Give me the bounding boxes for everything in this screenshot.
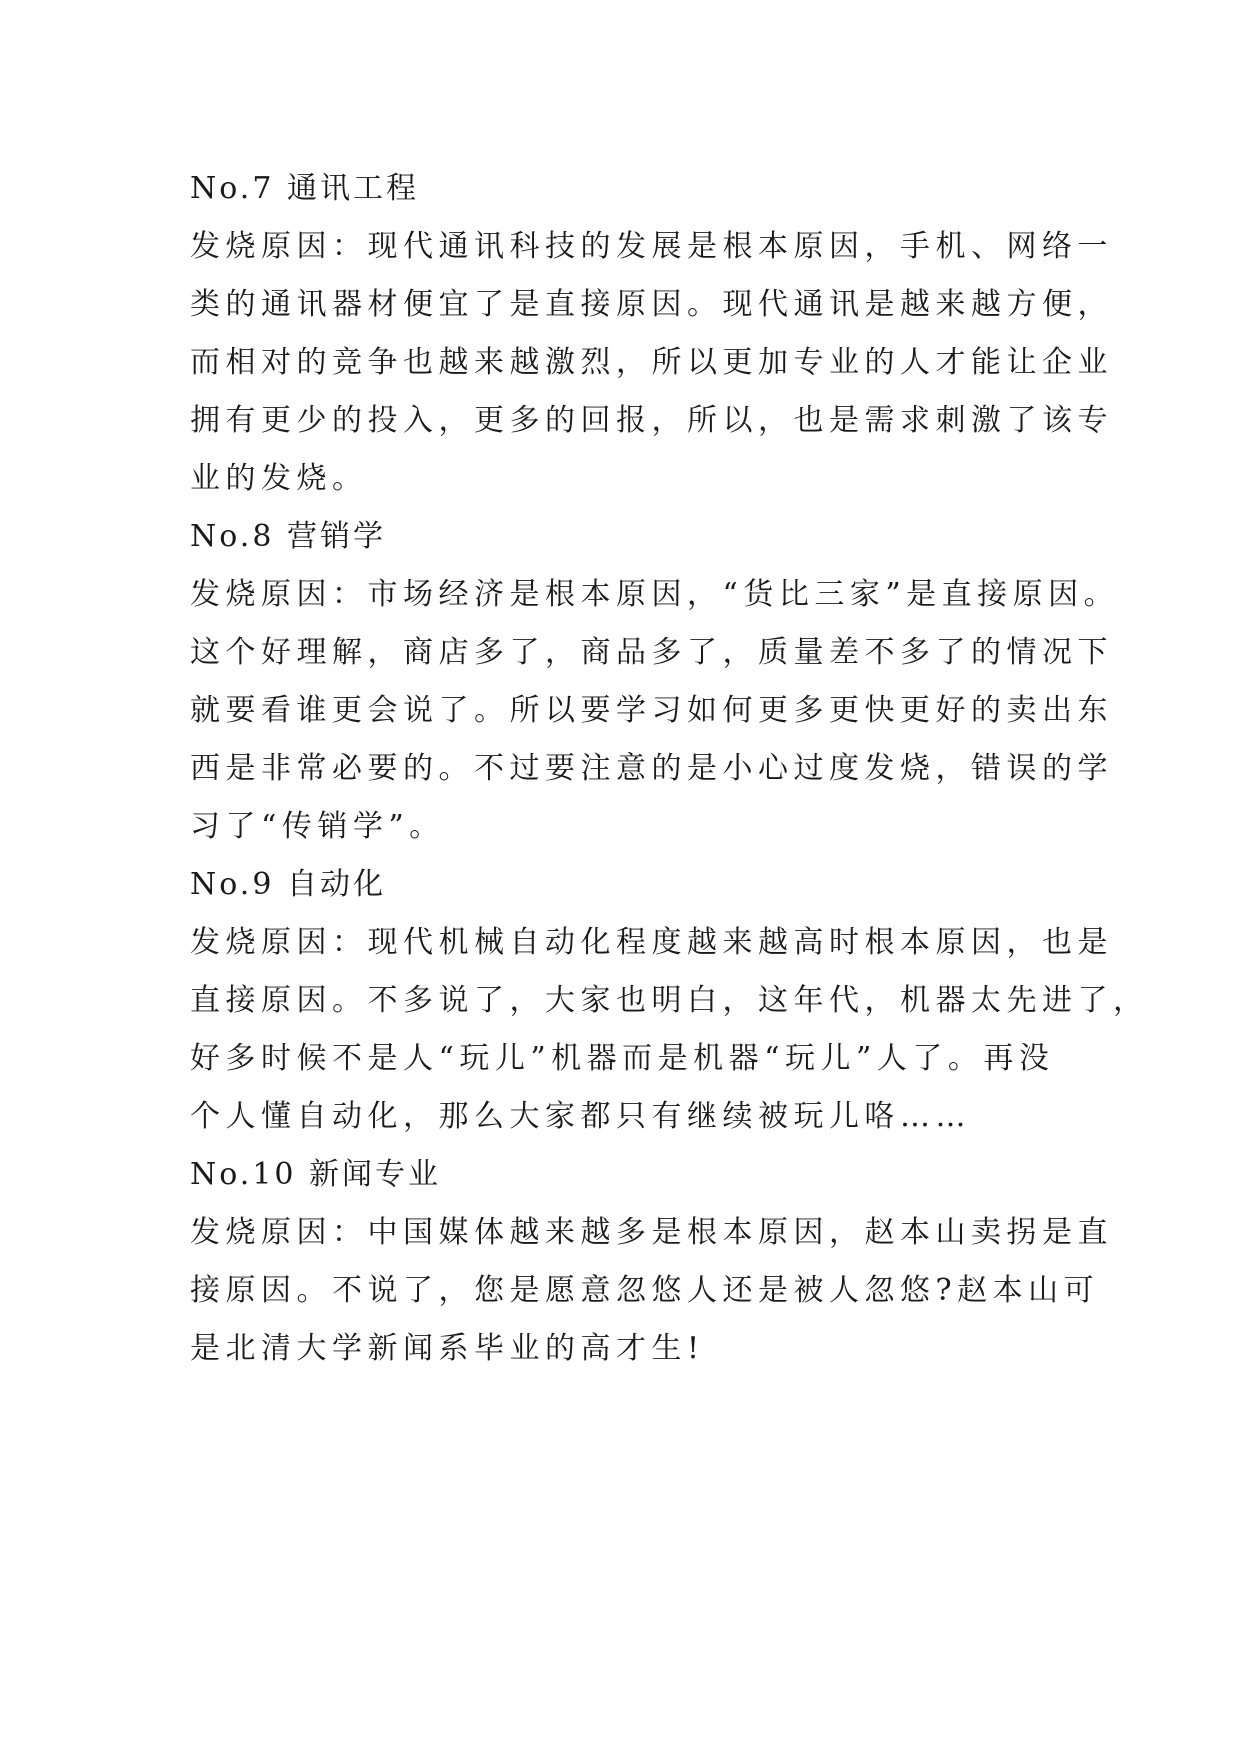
paragraph-line: 发烧原因：市场经济是根本原因，“货比三家”是直接原因。 bbox=[190, 577, 1120, 612]
paragraph-line: 业的发烧。 bbox=[190, 461, 368, 496]
section-heading-no9: No.9 自动化 bbox=[190, 867, 386, 902]
document-body bbox=[190, 160, 1149, 1378]
paragraph-line: 发烧原因：现代通讯科技的发展是根本原因，手机、网络一 bbox=[190, 229, 1113, 264]
paragraph-line: 西是非常必要的。不过要注意的是小心过度发烧，错误的学 bbox=[190, 751, 1113, 786]
paragraph-line: 个人懂自动化，那么大家都只有继续被玩儿咯…… bbox=[190, 1099, 971, 1134]
section-heading-no7: No.7 通讯工程 bbox=[190, 171, 419, 206]
section-heading-no10: No.10 新闻专业 bbox=[190, 1157, 442, 1192]
paragraph-line: 直接原因。不多说了，大家也明白，这年代，机器太先进了， bbox=[190, 983, 1149, 1018]
paragraph-line: 接原因。不说了，您是愿意忽悠人还是被人忽悠?赵本山可 bbox=[190, 1273, 1100, 1308]
paragraph-line: 就要看谁更会说了。所以要学习如何更多更快更好的卖出东 bbox=[190, 693, 1113, 728]
paragraph-line: 发烧原因：中国媒体越来越多是根本原因，赵本山卖拐是直 bbox=[190, 1215, 1113, 1250]
section-heading-no8: No.8 营销学 bbox=[190, 519, 386, 554]
paragraph-line: 拥有更少的投入，更多的回报，所以，也是需求刺激了该专 bbox=[190, 403, 1113, 438]
paragraph-line: 是北清大学新闻系毕业的高才生! bbox=[190, 1331, 705, 1366]
paragraph-line: 类的通讯器材便宜了是直接原因。现代通讯是越来越方便， bbox=[190, 287, 1113, 322]
paragraph-line: 好多时候不是人“玩儿”机器而是机器“玩儿”人了。再没 bbox=[190, 1041, 1055, 1076]
paragraph-line: 发烧原因：现代机械自动化程度越来越高时根本原因，也是 bbox=[190, 925, 1113, 960]
paragraph-line: 而相对的竞争也越来越激烈，所以更加专业的人才能让企业 bbox=[190, 345, 1113, 380]
paragraph-line: 这个好理解，商店多了，商品多了，质量差不多了的情况下 bbox=[190, 635, 1113, 670]
paragraph-line: 习了“传销学”。 bbox=[190, 809, 445, 844]
